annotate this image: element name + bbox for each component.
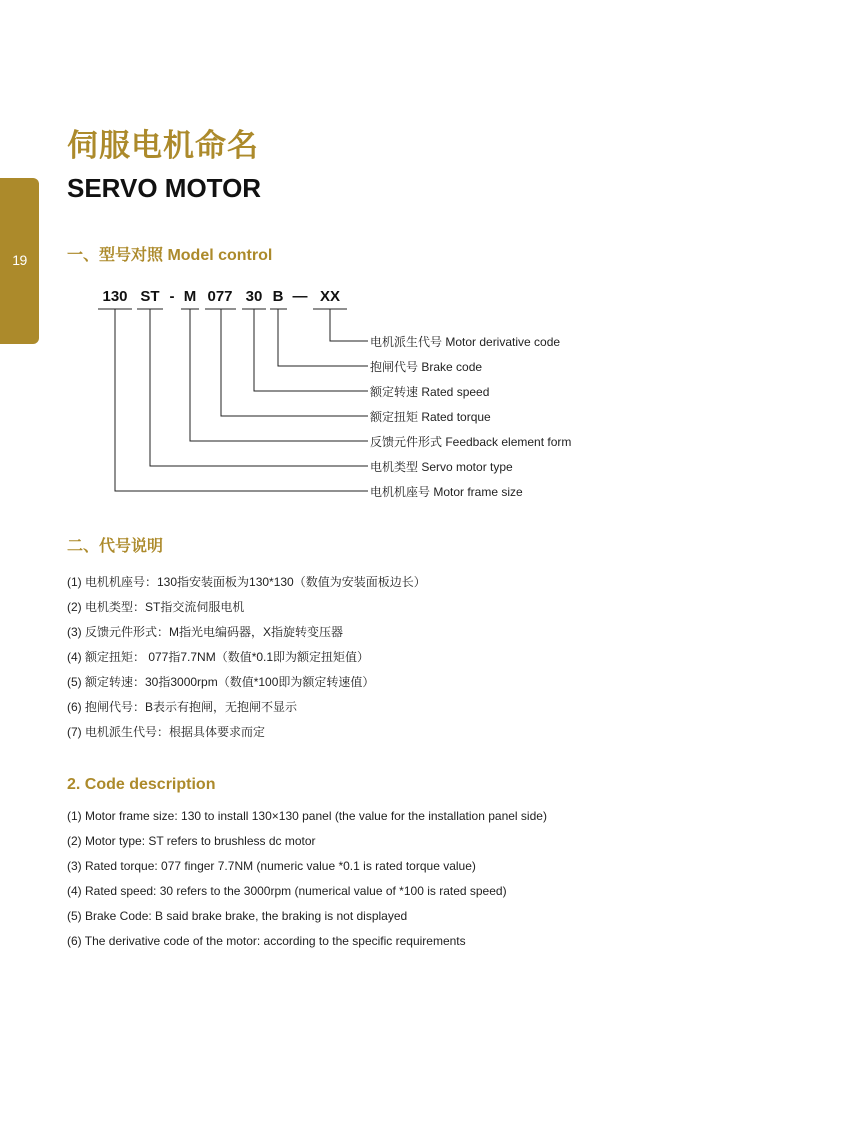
code-token-torque: 077 [207, 288, 233, 305]
label-rated-speed: 额定转速 Rated speed [370, 385, 490, 399]
label-feedback-element-form: 反馈元件形式 Feedback element form [370, 435, 572, 449]
code-notes-cn-list [67, 574, 426, 749]
code-token-feedback: M [183, 288, 197, 305]
page-number: 19 [12, 252, 27, 268]
connector-feedback [190, 309, 368, 441]
connector-speed [254, 309, 368, 391]
page-title-en: SERVO MOTOR [67, 173, 262, 203]
code-token-motor-type: ST [140, 288, 160, 305]
code-token-brake: B [272, 288, 284, 305]
list-item: (1) Motor frame size: 130 to install 130×130 panel (the value for the installation panel side) [67, 809, 547, 823]
code-notes-en-list [67, 808, 547, 958]
list-item: (5) 额定转速：30指3000rpm（数值*100即为额定转速值） [67, 675, 375, 689]
label-motor-derivative-code: 电机派生代号 Motor derivative code [370, 335, 561, 349]
list-item: (4) 额定扭矩： 077指7.7NM（数值*0.1即为额定扭矩值） [67, 650, 370, 664]
section-heading-code-notes-cn: 二、代号说明 [67, 538, 164, 555]
section-heading-model-control: 一、型号对照 Model control [67, 247, 273, 264]
list-item: (3) 反馈元件形式：M指光电编码器，X指旋转变压器 [67, 625, 344, 639]
label-servo-motor-type: 电机类型 Servo motor type [370, 460, 513, 474]
code-token-derivative: XX [319, 288, 341, 305]
page-title-cn: 伺服电机命名 [67, 128, 259, 163]
section-heading-code-description: 2. Code description [67, 776, 216, 793]
connector-derivative [330, 309, 368, 341]
connector-brake [278, 309, 368, 366]
code-token-speed: 30 [245, 288, 263, 305]
list-item: (5) Brake Code: B said brake brake, the braking is not displayed [67, 909, 408, 923]
code-token-dash: - [169, 288, 175, 305]
list-item: (4) Rated speed: 30 refers to the 3000rpm (numerical value of *100 is rated speed) [67, 884, 507, 898]
list-item: (3) Rated torque: 077 finger 7.7NM (numeric value *0.1 is rated torque value) [67, 859, 476, 873]
label-rated-torque: 额定扭矩 Rated torque [370, 410, 491, 424]
list-item: (6) 抱闸代号：B表示有抱闸，无抱闸不显示 [67, 700, 298, 714]
code-token-frame-size: 130 [102, 288, 128, 305]
list-item: (7) 电机派生代号：根据具体要求而定 [67, 725, 266, 739]
list-item: (1) 电机机座号：130指安装面板为130*130（数值为安装面板边长） [67, 575, 426, 589]
connector-torque [221, 309, 368, 416]
label-brake-code: 抱闸代号 Brake code [370, 360, 483, 374]
list-item: (2) Motor type: ST refers to brushless dc motor [67, 834, 316, 848]
label-motor-frame-size: 电机机座号 Motor frame size [370, 485, 523, 499]
code-token-em-dash: — [292, 288, 308, 305]
list-item: (2) 电机类型：ST指交流伺服电机 [67, 600, 245, 614]
connector-motor-type [150, 309, 368, 466]
list-item: (6) The derivative code of the motor: according to the specific requirements [67, 934, 466, 948]
